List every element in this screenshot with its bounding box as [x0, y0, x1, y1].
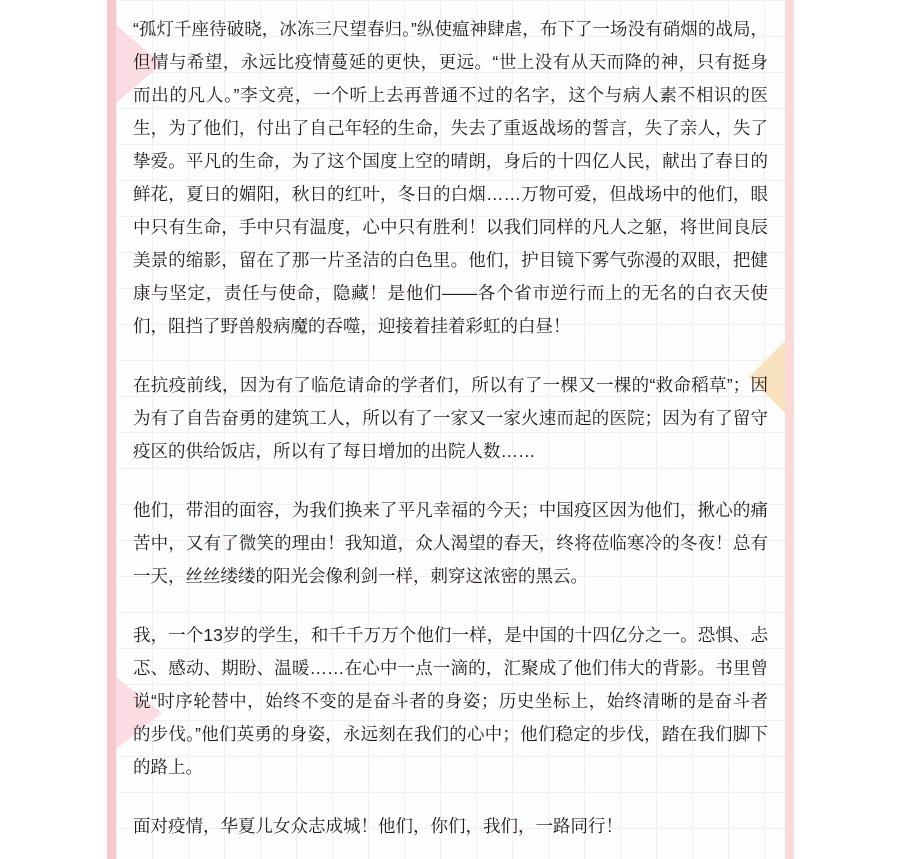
left-accent-strip: [107, 0, 116, 859]
right-accent-strip: [785, 0, 794, 859]
essay-paragraph-2: 在抗疫前线，因为有了临危请命的学者们，所以有了一棵又一棵的“救命稻草”；因为有了自告奋勇的建筑工人，所以有了一家又一家火速而起的医院；因为有了留守疫区的供给饭店，所以有了每日增加的出院人数……: [133, 375, 768, 461]
essay-paragraph-5: 面对疫情，华夏儿女众志成城！他们，你们，我们，一路同行！: [133, 816, 623, 836]
essay-paragraph-1: “孤灯千座待破晓，冰冻三尺望春归。”纵使瘟神肆虐，布下了一场没有硝烟的战局，但情与希望，永远比疫情蔓延的更快，更远。“世上没有从天而降的神，只有挺身而出的凡人。”李文亮，一个听上去再普通不过的名字，这个与病人素不相识的医生，为了他们，付出了自己年轻的生命，失去了重返战场的誓言，失了亲人，失了挚爱。平凡的生命，为了这个国度上空的晴朗，身后的十四亿人民，献出了春日的鲜花，夏日的媚阳，秋日的红叶，冬日的白烟……万物可爱，但战场中的他们，眼中只有生命，手中只有温度，心中只有胜利！以我们同样的凡人之躯，将世间良辰美景的缩影，留在了那一片圣洁的白色里。他们，护目镜下雾气弥漫的双眼，把健康与坚定，责任与使命，隐藏！是他们——各个省市逆行而上的无名的白衣天使们，阻挡了野兽般病魔的吞噬，迎接着挂着彩虹的白昼！: [133, 19, 768, 336]
essay-text: [116, 0, 785, 843]
essay-paragraph-4: 我，一个13岁的学生，和千千万万个他们一样，是中国的十四亿分之一。恐惧、忐忑、感动、期盼、温暖……在心中一点一滴的，汇聚成了他们伟大的背影。书里曾说“时序轮替中，始终不变的是奋斗者的身姿；历史坐标上，始终清晰的是奋斗者的步伐。”他们英勇的身姿，永远刻在我们的心中；他们稳定的步伐，踏在我们脚下的路上。: [133, 625, 768, 777]
article-background: [116, 0, 785, 859]
essay-paragraph-3: 他们，带泪的面容，为我们换来了平凡幸福的今天；中国疫区因为他们，揪心的痛苦中，又有了微笑的理由！我知道，众人渴望的春天，终将莅临寒冷的冬夜！总有一天，丝丝缕缕的阳光会像利剑一样，刺穿这浓密的黑云。: [133, 500, 768, 586]
article-panel: [107, 0, 794, 859]
